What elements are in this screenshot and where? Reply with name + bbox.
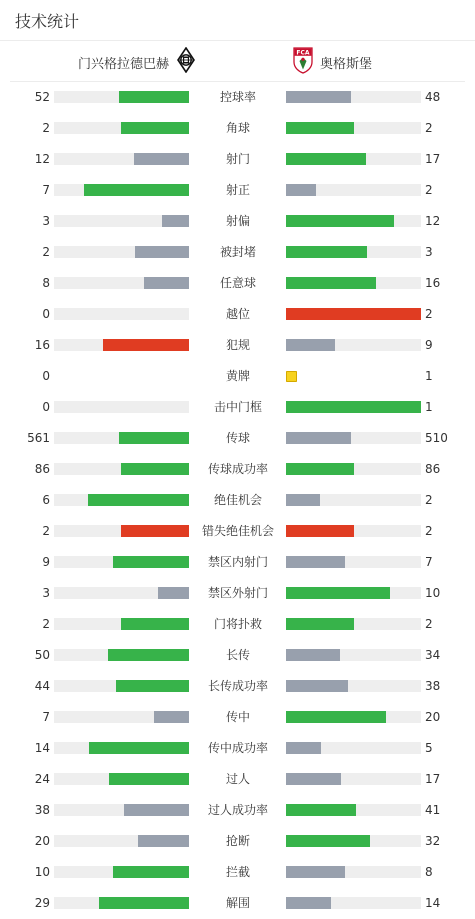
stat-row xyxy=(0,710,475,724)
away-stat-fill xyxy=(286,122,354,134)
away-stat-bar xyxy=(286,308,421,320)
away-stat-bar xyxy=(286,463,421,475)
away-stat-fill xyxy=(286,401,421,413)
stat-row xyxy=(0,524,475,538)
away-stat-value: 16 xyxy=(425,276,441,290)
home-stat-value: 561 xyxy=(27,431,50,445)
stat-row xyxy=(0,307,475,321)
away-stat-value: 8 xyxy=(425,865,433,879)
home-stat-bar xyxy=(54,122,189,134)
home-stat-bar xyxy=(54,897,189,909)
away-stat-bar xyxy=(286,866,421,878)
home-stat-fill xyxy=(88,494,189,506)
home-stat-bar xyxy=(54,432,189,444)
stat-row xyxy=(0,865,475,879)
away-stat-bar xyxy=(286,370,421,382)
home-stat-value: 0 xyxy=(42,369,50,383)
away-stat-fill xyxy=(286,215,394,227)
stat-label: 长传成功率 xyxy=(207,679,268,693)
home-stat-value: 2 xyxy=(42,617,50,631)
away-stat-value: 10 xyxy=(425,586,441,600)
away-stat-bar xyxy=(286,618,421,630)
home-stat-value: 3 xyxy=(42,586,50,600)
home-stat-bar xyxy=(54,370,189,382)
home-stat-bar xyxy=(54,773,189,785)
away-stat-value: 20 xyxy=(425,710,441,724)
home-stat-value: 86 xyxy=(34,462,50,476)
stat-label: 角球 xyxy=(225,121,250,135)
away-stat-value: 2 xyxy=(425,493,433,507)
stat-label: 射偏 xyxy=(225,214,250,228)
away-stat-fill xyxy=(286,153,366,165)
stat-label: 过人成功率 xyxy=(207,803,268,817)
away-stat-fill xyxy=(286,897,331,909)
away-stat-fill xyxy=(286,835,370,847)
away-stat-value: 1 xyxy=(425,369,433,383)
away-stat-value: 86 xyxy=(425,462,441,476)
home-stat-bar xyxy=(54,153,189,165)
home-stat-fill xyxy=(103,339,189,351)
home-team[interactable] xyxy=(78,49,195,75)
away-stat-fill xyxy=(286,339,335,351)
stat-label: 拦截 xyxy=(225,865,250,879)
home-stat-value: 16 xyxy=(34,338,50,352)
home-stat-value: 12 xyxy=(34,152,50,166)
home-stat-fill xyxy=(119,91,189,103)
stat-label: 黄牌 xyxy=(225,369,250,383)
stat-label: 击中门框 xyxy=(213,400,262,414)
home-stat-bar xyxy=(54,835,189,847)
home-stat-value: 7 xyxy=(42,183,50,197)
home-stat-fill xyxy=(162,215,189,227)
away-stat-fill xyxy=(286,742,321,754)
away-stat-bar xyxy=(286,525,421,537)
stat-row xyxy=(0,214,475,228)
away-stat-fill xyxy=(286,804,356,816)
home-stat-bar xyxy=(54,804,189,816)
away-stat-bar xyxy=(286,897,421,909)
stat-row xyxy=(0,555,475,569)
away-stat-bar xyxy=(286,277,421,289)
away-stat-fill xyxy=(286,773,341,785)
home-stat-bar xyxy=(54,339,189,351)
away-stat-value: 2 xyxy=(425,121,433,135)
away-stat-bar xyxy=(286,587,421,599)
away-stat-fill xyxy=(286,649,340,661)
home-stat-bar xyxy=(54,525,189,537)
home-stat-value: 8 xyxy=(42,276,50,290)
away-team-name: 奥格斯堡 xyxy=(320,56,373,72)
augsburg-crest-text: FCA xyxy=(296,49,310,57)
away-stat-bar xyxy=(286,401,421,413)
away-stat-fill xyxy=(286,866,345,878)
stat-row xyxy=(0,896,475,910)
home-team-name: 门兴格拉德巴赫 xyxy=(78,56,170,72)
away-stat-value: 7 xyxy=(425,555,433,569)
home-stat-fill xyxy=(84,184,189,196)
header-divider xyxy=(0,40,475,41)
away-stat-bar xyxy=(286,649,421,661)
home-stat-value: 3 xyxy=(42,214,50,228)
home-stat-bar xyxy=(54,618,189,630)
away-stat-bar xyxy=(286,804,421,816)
away-stat-fill xyxy=(286,184,316,196)
home-stat-bar xyxy=(54,711,189,723)
away-stat-bar xyxy=(286,153,421,165)
stat-row xyxy=(0,431,475,445)
stat-row xyxy=(0,183,475,197)
away-stat-bar xyxy=(286,742,421,754)
home-stat-bar xyxy=(54,494,189,506)
home-stat-fill xyxy=(121,122,189,134)
home-stat-fill xyxy=(135,246,189,258)
away-stat-value: 2 xyxy=(425,617,433,631)
away-stat-value: 32 xyxy=(425,834,441,848)
home-stat-fill xyxy=(109,773,189,785)
home-stat-fill xyxy=(154,711,189,723)
stat-label: 过人 xyxy=(225,772,250,786)
home-stat-fill xyxy=(121,463,189,475)
page-title: 技术统计 xyxy=(15,12,80,31)
away-stat-value: 2 xyxy=(425,307,433,321)
gladbach-crest-icon xyxy=(177,47,195,77)
stat-label: 解围 xyxy=(225,896,250,910)
home-stat-fill xyxy=(138,835,189,847)
away-stat-value: 2 xyxy=(425,183,433,197)
away-stat-bar xyxy=(286,246,421,258)
away-stat-value: 48 xyxy=(425,90,441,104)
away-stat-value: 34 xyxy=(425,648,441,662)
stat-row xyxy=(0,245,475,259)
away-stat-bar xyxy=(286,215,421,227)
stat-label: 传中成功率 xyxy=(207,741,268,755)
stat-label: 犯规 xyxy=(225,338,250,352)
away-stat-bar xyxy=(286,680,421,692)
teams-divider xyxy=(10,81,465,82)
stat-label: 传球 xyxy=(225,431,250,445)
away-stat-fill xyxy=(286,494,320,506)
home-stat-bar xyxy=(54,866,189,878)
away-stat-fill xyxy=(286,277,376,289)
away-stat-value: 17 xyxy=(425,772,441,786)
home-stat-value: 2 xyxy=(42,121,50,135)
home-stat-fill xyxy=(108,649,189,661)
home-stat-bar xyxy=(54,277,189,289)
stat-row xyxy=(0,276,475,290)
stat-row xyxy=(0,834,475,848)
away-stat-bar xyxy=(286,91,421,103)
away-stat-value: 5 xyxy=(425,741,433,755)
stat-row xyxy=(0,90,475,104)
home-stat-fill xyxy=(158,587,189,599)
stat-label: 绝佳机会 xyxy=(213,493,262,507)
away-stat-fill xyxy=(286,680,348,692)
stat-row xyxy=(0,648,475,662)
home-stat-value: 38 xyxy=(34,803,50,817)
stat-label: 射门 xyxy=(225,152,250,166)
home-stat-fill xyxy=(144,277,189,289)
away-stat-bar xyxy=(286,835,421,847)
away-stat-value: 14 xyxy=(425,896,441,910)
away-stat-value: 38 xyxy=(425,679,441,693)
away-stat-bar xyxy=(286,122,421,134)
home-stat-value: 0 xyxy=(42,307,50,321)
away-stat-fill xyxy=(286,587,390,599)
home-stat-bar xyxy=(54,246,189,258)
home-stat-fill xyxy=(116,680,189,692)
stat-label: 越位 xyxy=(225,307,250,321)
stat-row xyxy=(0,462,475,476)
away-stat-fill xyxy=(286,308,421,320)
home-stat-fill xyxy=(121,525,189,537)
away-stat-value: 1 xyxy=(425,400,433,414)
away-stat-bar xyxy=(286,711,421,723)
away-stat-value: 9 xyxy=(425,338,433,352)
home-stat-fill xyxy=(121,618,189,630)
home-stat-value: 52 xyxy=(34,90,50,104)
stat-label: 控球率 xyxy=(219,90,256,104)
home-stat-value: 44 xyxy=(34,679,50,693)
home-stat-value: 14 xyxy=(34,741,50,755)
stat-row xyxy=(0,369,475,383)
yellow-card-icon xyxy=(286,371,297,382)
home-stat-bar xyxy=(54,308,189,320)
stat-label: 门将扑救 xyxy=(213,617,262,631)
home-stat-fill xyxy=(124,804,189,816)
home-stat-bar xyxy=(54,649,189,661)
stat-row xyxy=(0,617,475,631)
home-stat-bar xyxy=(54,184,189,196)
home-stat-bar xyxy=(54,91,189,103)
home-stat-fill xyxy=(99,897,189,909)
stat-label: 传球成功率 xyxy=(207,462,268,476)
away-stat-bar xyxy=(286,339,421,351)
home-stat-fill xyxy=(134,153,189,165)
stat-row xyxy=(0,338,475,352)
away-stat-value: 510 xyxy=(425,431,448,445)
home-stat-fill xyxy=(113,866,189,878)
away-stat-bar xyxy=(286,773,421,785)
home-stat-fill xyxy=(113,556,189,568)
away-stat-bar xyxy=(286,432,421,444)
away-stat-value: 12 xyxy=(425,214,441,228)
home-stat-fill xyxy=(119,432,189,444)
away-stat-fill xyxy=(286,463,354,475)
stat-row xyxy=(0,152,475,166)
stat-label: 错失绝佳机会 xyxy=(201,524,274,538)
stat-row xyxy=(0,803,475,817)
stat-label: 禁区内射门 xyxy=(207,555,268,569)
away-stat-fill xyxy=(286,556,345,568)
home-stat-value: 20 xyxy=(34,834,50,848)
home-stat-value: 50 xyxy=(34,648,50,662)
stat-label: 抢断 xyxy=(225,834,250,848)
away-stat-value: 3 xyxy=(425,245,433,259)
stat-label: 被封堵 xyxy=(219,245,256,259)
home-stat-bar xyxy=(54,215,189,227)
stat-label: 禁区外射门 xyxy=(207,586,268,600)
away-stat-bar xyxy=(286,556,421,568)
stat-row xyxy=(0,586,475,600)
augsburg-crest-icon xyxy=(292,47,314,78)
away-stat-bar xyxy=(286,184,421,196)
home-stat-value: 7 xyxy=(42,710,50,724)
stat-row xyxy=(0,493,475,507)
away-stat-fill xyxy=(286,711,386,723)
away-stat-value: 2 xyxy=(425,524,433,538)
away-stat-fill xyxy=(286,246,367,258)
home-stat-value: 24 xyxy=(34,772,50,786)
home-stat-value: 10 xyxy=(34,865,50,879)
home-stat-bar xyxy=(54,680,189,692)
away-stat-bar xyxy=(286,494,421,506)
away-stat-fill xyxy=(286,432,351,444)
away-stat-value: 41 xyxy=(425,803,441,817)
home-stat-value: 2 xyxy=(42,245,50,259)
stat-label: 任意球 xyxy=(219,276,256,290)
stat-row xyxy=(0,741,475,755)
away-stat-fill xyxy=(286,525,354,537)
away-stat-value: 17 xyxy=(425,152,441,166)
home-stat-bar xyxy=(54,742,189,754)
home-stat-bar xyxy=(54,463,189,475)
home-stat-bar xyxy=(54,556,189,568)
away-stat-fill xyxy=(286,618,354,630)
home-stat-value: 9 xyxy=(42,555,50,569)
stat-row xyxy=(0,121,475,135)
away-team[interactable] xyxy=(292,49,372,75)
stat-row xyxy=(0,772,475,786)
home-stat-value: 0 xyxy=(42,400,50,414)
stat-row xyxy=(0,400,475,414)
home-stat-value: 2 xyxy=(42,524,50,538)
home-stat-fill xyxy=(89,742,189,754)
home-stat-bar xyxy=(54,587,189,599)
stat-label: 传中 xyxy=(225,710,250,724)
stat-label: 射正 xyxy=(225,183,250,197)
away-stat-fill xyxy=(286,91,351,103)
home-stat-value: 29 xyxy=(34,896,50,910)
home-stat-bar xyxy=(54,401,189,413)
stat-row xyxy=(0,679,475,693)
stat-label: 长传 xyxy=(225,648,250,662)
home-stat-value: 6 xyxy=(42,493,50,507)
